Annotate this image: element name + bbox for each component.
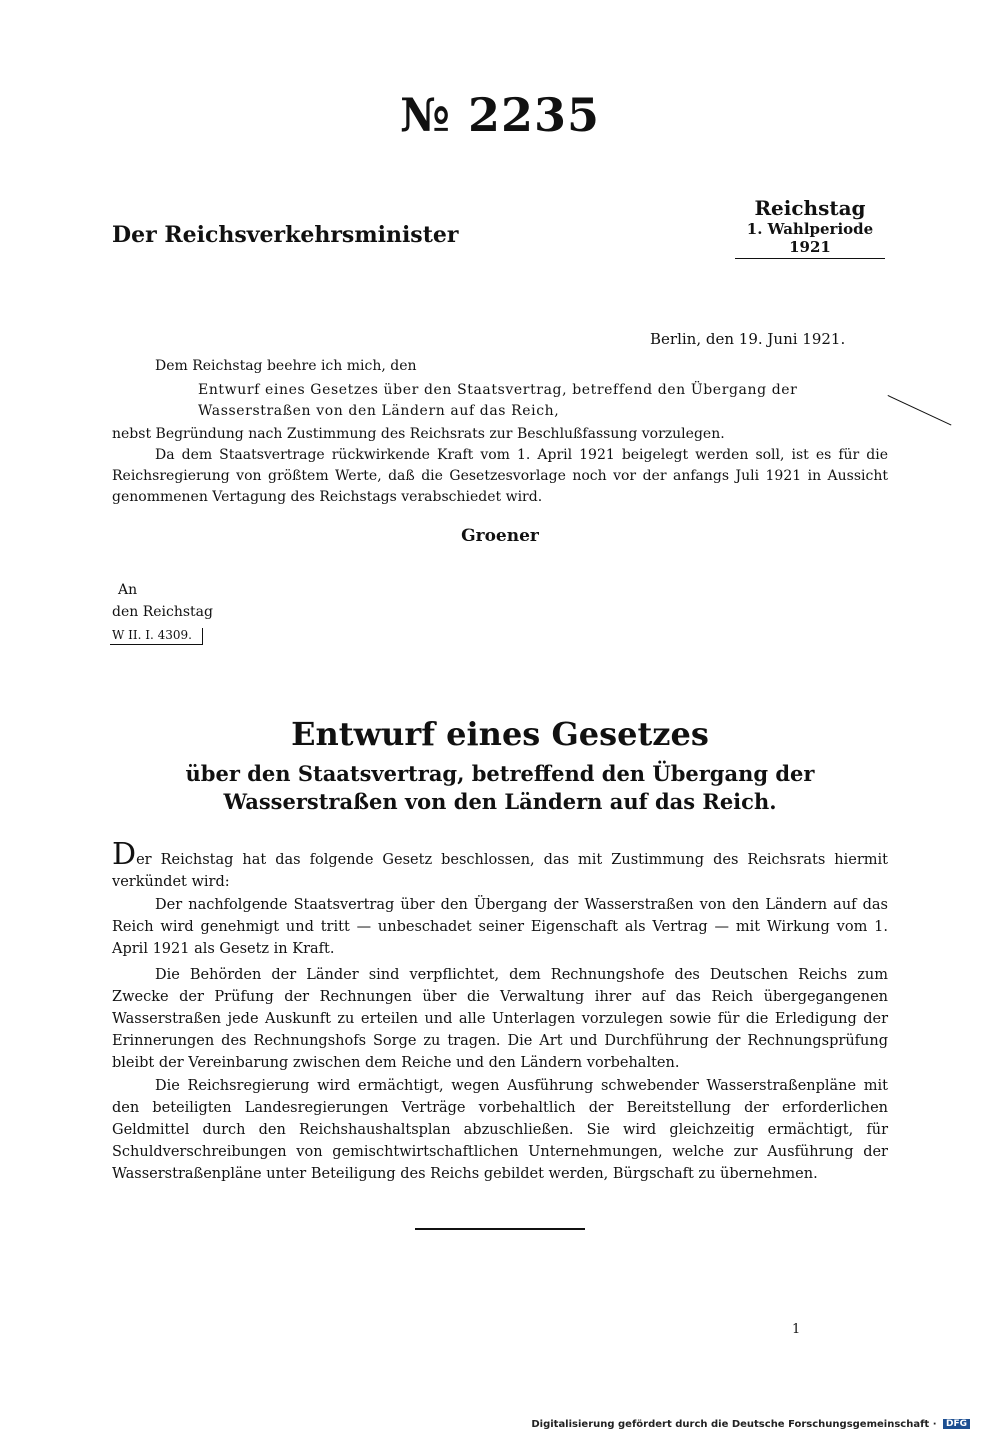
law-subtitle: über den Staatsvertrag, betreffend den Übergang der Wasserstraßen von den Ländern auf das Reich. xyxy=(185,761,815,814)
addressee-line-2: den Reichstag xyxy=(112,604,213,620)
dfg-logo: DFG xyxy=(943,1419,970,1429)
digitization-credit xyxy=(531,1419,970,1430)
cover-submission: nebst Begründung nach Zustimmung des Reichsrats zur Beschlußfassung vorzulegen. xyxy=(112,426,725,442)
law-title: Entwurf eines Gesetzes xyxy=(291,715,709,753)
section-divider xyxy=(415,1228,585,1230)
credit-text: Digitalisierung gefördert durch die Deutsche Forschungsgemeinschaft · xyxy=(531,1419,937,1430)
law-paragraph-3: Die Reichsregierung wird ermächtigt, wegen Ausführung schwebender Wasserstraßenpläne mit den beteiligten Landesregierungen Verträge vorbehaltlich der Bereitstellung der erforderlichen Geldmittel durch den Reichshaushaltsplan abzuschließen. Sie wird gleichzeitig ermächtigt, für Schuldverschreibungen von gemischtwirtschaftlichen Unternehmungen, welche zur Ausführung der Wasserstraßenpläne unter Beteiligung des Reichs gebildet werden, Bürgschaft zu übernehmen. xyxy=(112,1078,888,1182)
page-number: 1 xyxy=(792,1322,801,1337)
cover-intro: Dem Reichstag beehre ich mich, den xyxy=(155,358,417,374)
reference-code: W II. I. 4309. xyxy=(110,628,203,645)
bill-reference: Entwurf eines Gesetzes über den Staatsvertrag, betreffend den Übergang der Wasserstraßen von den Ländern auf das Reich, xyxy=(198,382,798,419)
signature: Groener xyxy=(461,526,539,546)
document-number: № 2235 xyxy=(399,88,601,142)
legislative-period: 1. Wahlperiode 1921 xyxy=(735,220,885,259)
law-paragraph-1: Der nachfolgende Staatsvertrag über den Übergang der Wasserstraßen von den Ländern auf das Reich wird genehmigt und tritt — unbeschadet seiner Eigenschaft als Vertrag — mit Wirkung vom 1. April 1921 als Gesetz in Kraft. xyxy=(112,897,888,957)
reichstag-stamp xyxy=(735,196,885,259)
ministry-heading: Der Reichsverkehrsminister xyxy=(112,222,459,248)
law-paragraph-2: Die Behörden der Länder sind verpflichtet, dem Rechnungshofe des Deutschen Reichs zum Zwecke der Prüfung der Rechnungen über die Verwaltung ihrer auf das Reich übergegangenen Wasserstraßen jede Auskunft zu erteilen und alle Unterlagen vorzulegen sowie für die Erledigung der Erinnerungen des Rechnungshofs Sorge zu tragen. Die Art und Durchführung der Rechnungsprüfung bleibt der Vereinbarung zwischen dem Reiche und den Ländern vorbehalten. xyxy=(112,967,888,1071)
addressee-line-1: An xyxy=(118,582,138,598)
pen-stroke-mark xyxy=(888,395,952,425)
reichstag-label: Reichstag xyxy=(754,196,866,220)
cover-urgency: Da dem Staatsvertrage rückwirkende Kraft vom 1. April 1921 beigelegt werden soll, ist es für die Reichsregierung von größtem Werte, daß die Gesetzesvorlage noch vor der anfangs Juli 1921 in Aussicht genommenen Vertagung des Reichstags verabschiedet wird. xyxy=(112,447,888,505)
law-preamble: Der Reichstag hat das folgende Gesetz beschlossen, das mit Zustimmung des Reichsrats hiermit verkündet wird: xyxy=(112,837,888,890)
place-date: Berlin, den 19. Juni 1921. xyxy=(650,330,846,348)
